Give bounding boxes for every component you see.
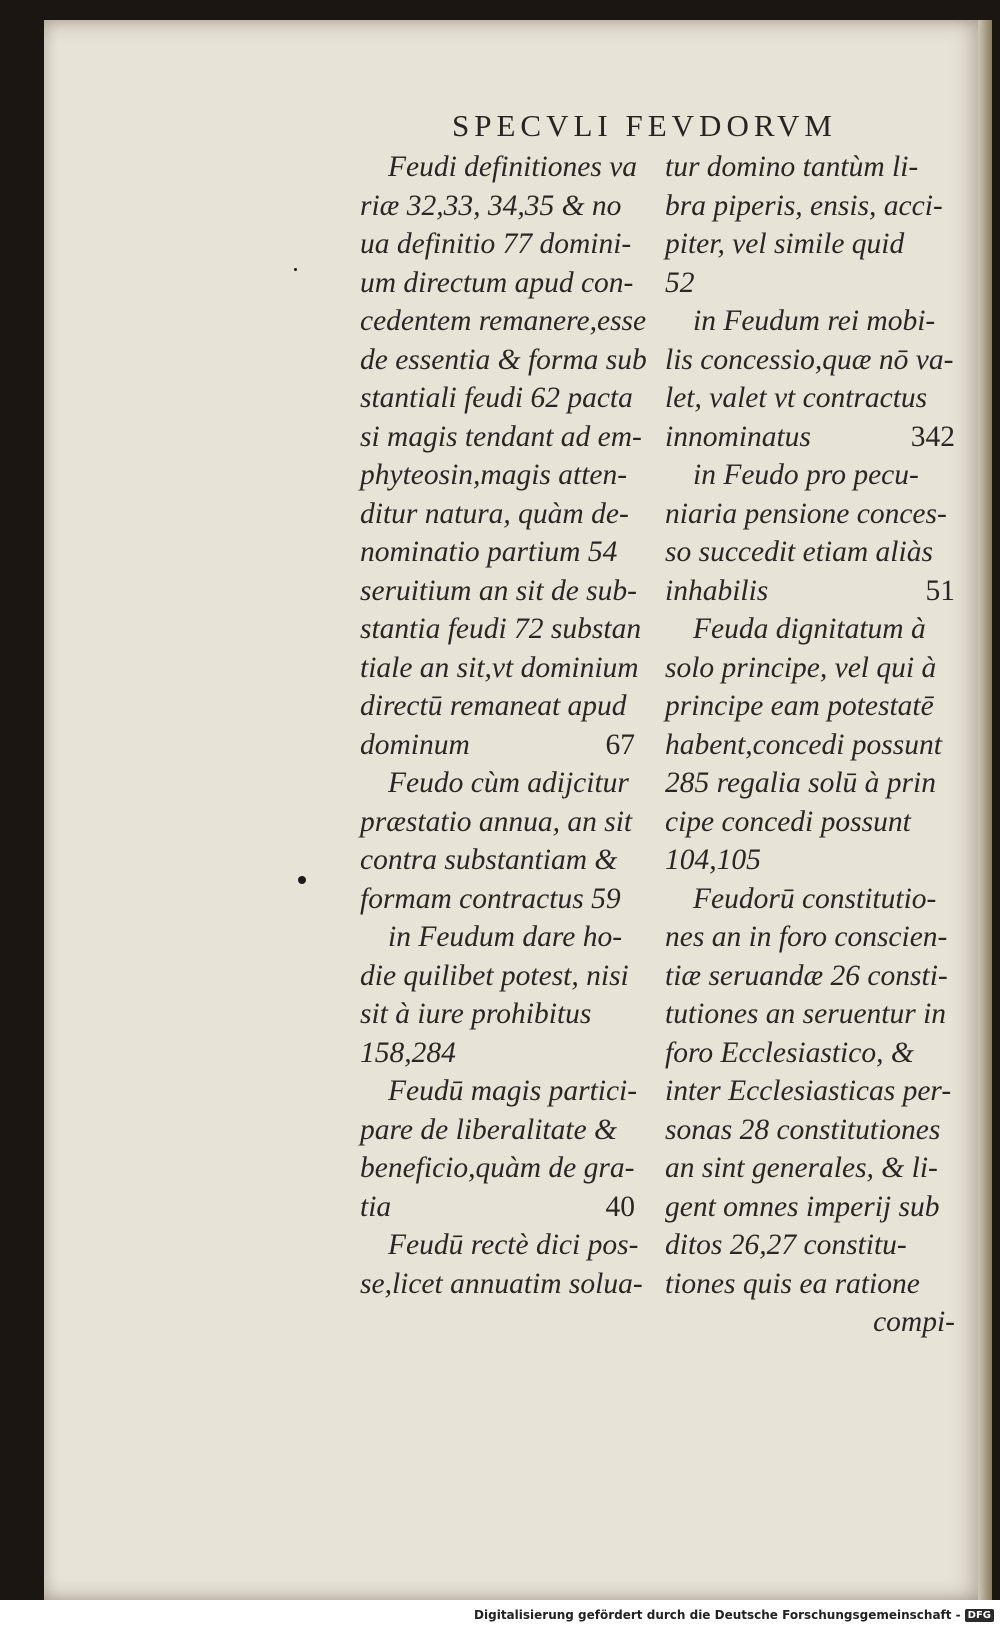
index-line xyxy=(360,302,647,341)
index-line xyxy=(360,264,635,303)
index-line xyxy=(360,880,635,919)
index-line xyxy=(360,1072,638,1111)
footer-text: Digitalisierung gefördert durch die Deutsche Forschungsgemeinschaft - xyxy=(474,1608,961,1622)
index-line xyxy=(665,803,955,842)
index-line-text: beneficio,quàm de gra- xyxy=(360,1152,635,1184)
index-line xyxy=(360,841,635,880)
index-line-text: cipe concedi possunt xyxy=(665,805,911,838)
index-line xyxy=(360,957,635,996)
index-line xyxy=(360,495,635,534)
index-line xyxy=(665,1072,955,1111)
index-line xyxy=(360,225,635,264)
index-line-text: die quilibet potest, nisi xyxy=(360,959,629,992)
index-line-text: 285 regalia solū à prin xyxy=(665,767,936,799)
index-line xyxy=(665,764,955,803)
index-line-text: sonas 28 constitutiones xyxy=(665,1113,941,1146)
index-line xyxy=(665,995,955,1034)
ink-mark xyxy=(298,876,306,884)
index-line-text: stantiali feudi 62 pacta xyxy=(360,382,633,414)
index-line-text: 158,284 xyxy=(360,1036,456,1069)
index-line xyxy=(665,610,955,649)
index-line xyxy=(665,225,955,264)
digitization-footer xyxy=(0,1608,994,1628)
index-column-left xyxy=(360,148,647,1303)
index-line-text: in Feudum dare ho- xyxy=(388,921,623,953)
ink-mark xyxy=(294,268,297,271)
index-line-text: tutiones an seruentur in xyxy=(665,998,947,1030)
dfg-logo: DFG xyxy=(965,1609,994,1622)
index-line-text: tia xyxy=(360,1190,392,1223)
index-line xyxy=(665,1303,955,1342)
index-line-text: tiale an sit,vt dominium xyxy=(360,651,639,684)
index-line-text: 104,105 xyxy=(665,844,761,876)
index-line-text: cedentem remanere,esse xyxy=(360,305,647,337)
index-line xyxy=(665,572,955,611)
index-line xyxy=(665,264,955,303)
index-line-text: tiones quis ea ratione xyxy=(665,1267,920,1300)
index-line xyxy=(360,456,635,495)
index-line xyxy=(360,918,635,957)
index-line xyxy=(360,1265,643,1304)
index-line-text: solo principe, vel qui à xyxy=(665,651,937,684)
index-line xyxy=(665,649,955,688)
index-line-text: let, valet vt contractus xyxy=(665,382,928,414)
index-line-text: tur domino tantùm li- xyxy=(665,151,919,183)
index-line-text: niaria pensione conces- xyxy=(665,497,947,530)
index-line-text: dominum xyxy=(360,728,470,761)
index-line-text: nes an in foro conscien- xyxy=(665,921,948,953)
index-line xyxy=(665,841,955,880)
index-line xyxy=(360,687,635,726)
index-line xyxy=(360,649,639,688)
index-line-text: Feudi definitiones va xyxy=(388,151,638,183)
index-line xyxy=(665,726,955,765)
index-line-text: formam contractus 59 xyxy=(360,882,621,915)
index-line-text: bra piperis, ensis, acci- xyxy=(665,189,943,222)
index-column-right xyxy=(665,148,955,1342)
index-line-text: piter, vel simile quid xyxy=(665,228,905,260)
index-line-text: Feudū rectè dici pos- xyxy=(388,1229,639,1261)
index-line-text: gent omnes imperij sub xyxy=(665,1190,940,1223)
index-line xyxy=(665,918,955,957)
index-line xyxy=(665,1034,955,1073)
index-line-text: de essentia & forma sub xyxy=(360,343,647,376)
index-line-text: in Feudo pro pecu- xyxy=(693,459,919,491)
index-line xyxy=(360,187,635,226)
index-line xyxy=(665,187,955,226)
index-line-text: compi- xyxy=(873,1306,955,1338)
index-line-text: ditos 26,27 constitu- xyxy=(665,1229,907,1261)
index-line xyxy=(360,572,635,611)
index-line xyxy=(360,379,635,418)
index-line-text: Feuda dignitatum à xyxy=(693,613,926,645)
page-reference: 51 xyxy=(925,574,955,607)
index-line xyxy=(360,533,635,572)
index-line xyxy=(665,1265,955,1304)
index-line xyxy=(665,495,955,534)
index-line-text: um directum apud con- xyxy=(360,266,634,299)
page-reference: 40 xyxy=(605,1190,635,1223)
running-head: SPECVLI FEVDORVM xyxy=(452,108,837,143)
index-line-text: riæ 32,33, 34,35 & no xyxy=(360,189,622,222)
index-line xyxy=(360,726,635,765)
index-line-text: phyteosin,magis atten- xyxy=(360,459,628,491)
index-line xyxy=(665,379,955,418)
index-line-text: inhabilis xyxy=(665,574,769,607)
index-line xyxy=(665,456,955,495)
index-line xyxy=(360,1034,635,1073)
index-line-text: ua definitio 77 domini- xyxy=(360,228,632,260)
page-edge xyxy=(978,20,992,1600)
index-line-text: nominatio partium 54 xyxy=(360,536,618,568)
index-line xyxy=(360,418,642,457)
index-line-text: sit à iure prohibitus xyxy=(360,998,592,1030)
index-line-text: inter Ecclesiasticas per- xyxy=(665,1075,952,1107)
index-line-text: se,licet annuatim solua- xyxy=(360,1267,643,1300)
index-line xyxy=(360,610,642,649)
index-line-text: Feudū magis partici- xyxy=(388,1075,638,1107)
index-line xyxy=(665,1149,955,1188)
index-line xyxy=(360,1188,635,1227)
index-line-text: 52 xyxy=(665,266,695,299)
index-line-text: principe eam potestatē xyxy=(665,690,934,722)
index-line-text: foro Ecclesiastico, & xyxy=(665,1036,914,1069)
index-line-text: an sint generales, & li- xyxy=(665,1152,938,1184)
index-line xyxy=(360,1111,635,1150)
index-line xyxy=(665,1111,955,1150)
index-line-text: habent,concedi possunt xyxy=(665,728,942,761)
index-line xyxy=(665,687,955,726)
index-line xyxy=(665,341,955,380)
page-reference: 67 xyxy=(605,728,635,761)
index-line-text: seruitium an sit de sub- xyxy=(360,574,637,607)
index-line-text: ditur natura, quàm de- xyxy=(360,497,629,530)
index-line xyxy=(360,764,635,803)
index-line xyxy=(360,995,635,1034)
index-line-text: Feudorū constitutio- xyxy=(693,882,937,915)
index-line xyxy=(665,957,955,996)
index-line xyxy=(360,1226,639,1265)
index-line-text: Feudo cùm adijcitur xyxy=(388,767,629,799)
index-line-text: innominatus xyxy=(665,420,811,453)
index-line xyxy=(665,880,955,919)
page-reference: 342 xyxy=(910,420,955,453)
index-line-text: contra substantiam & xyxy=(360,844,618,876)
index-line xyxy=(665,1226,955,1265)
index-line-text: si magis tendant ad em- xyxy=(360,420,642,453)
index-line xyxy=(665,1188,955,1227)
index-line-text: so succedit etiam aliàs xyxy=(665,536,933,568)
index-line-text: tiæ seruandæ 26 consti- xyxy=(665,959,948,992)
index-line xyxy=(360,803,635,842)
index-line xyxy=(665,148,955,187)
index-line-text: in Feudum rei mobi- xyxy=(693,305,936,337)
index-line xyxy=(665,533,955,572)
index-line xyxy=(665,302,955,341)
index-line-text: pare de liberalitate & xyxy=(360,1113,617,1146)
index-line-text: stantia feudi 72 substan xyxy=(360,613,642,645)
index-line xyxy=(360,1149,635,1188)
index-line xyxy=(360,341,647,380)
index-line xyxy=(665,418,955,457)
index-line-text: præstatio annua, an sit xyxy=(360,805,633,838)
index-line-text: lis concessio,quæ nō va- xyxy=(665,343,954,376)
index-line xyxy=(360,148,638,187)
index-line-text: directū remaneat apud xyxy=(360,690,627,722)
